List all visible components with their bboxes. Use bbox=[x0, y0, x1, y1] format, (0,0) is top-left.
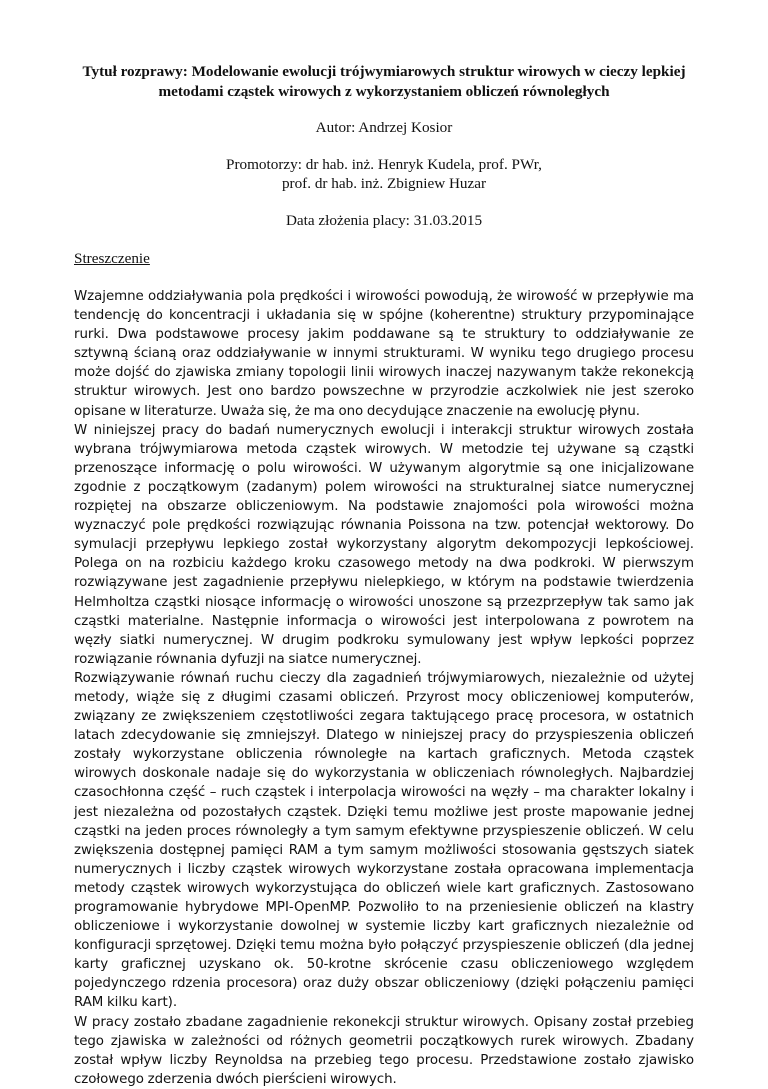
abstract-paragraph: W niniejszej pracy do badań numerycznych ewolucji i interakcji struktur wirowych została wybrana trójwymiarowa metoda cząstek wirowych. W metodzie tej używane są cząstki przenoszące informację o polu wirowości. W używanym algorytmie są one inicjalizowane zgodnie z początkowym (zadanym) polem wirowości na strukturalnej siatce numerycznej rozpiętej na obszarze obliczeniowym. Na podstawie znajomości pola wirowości można wyznaczyć pole prędkości rozwiązując równania Poissona na tzw. potencjał wektorowy. Do symulacji przepływu lepkiego został wykorzystany algorytm dekompozycji lepkościowej. Polega on na rozbiciu każdego kroku czasowego metody na dwa podkroki. W pierwszym rozwiązywane jest zagadnienie przepływu nielepkiego, w którym na podstawie twierdzenia Helmholtza cząstki niosące informację o wirowości unoszone są przezprzepływ tak samo jak cząstki materialne. Następnie informacja o wirowości jest interpolowana z powrotem na węzły siatki numerycznej. W drugim podkroku symulowany jest wpływ lepkości poprzez rozwiązanie równania dyfuzji na siatce numerycznej. bbox=[74, 422, 694, 667]
abstract-paragraph: Wzajemne oddziaływania pola prędkości i wirowości powodują, że wirowość w przepływie ma tendencję do koncentracji i układania się w spójne (koherentne) struktury przypominające rurki. Dwa podstawowe procesy jakim poddawane są te struktury to oddziaływanie ze sztywną ścianą oraz oddziaływanie w innymi strukturami. W wyniku tego drugiego procesu może dojść do zjawiska zmiany topologii linii wirowych inaczej nazywanym także rekonekcją struktur wirowych. Jest ono bardzo powszechne w przyrodzie aczkolwiek nie jest szeroko opisane w literaturze. Uważa się, że ma ono decydujące znaczenie na ewolucję płynu. bbox=[74, 289, 694, 419]
abstract-body bbox=[74, 287, 694, 1089]
abstract-paragraph: W pracy zostało zbadane zagadnienie rekonekcji struktur wirowych. Opisany został przebieg tego zjawiska w zależności od różnych geometrii początkowych rurek wirowych. Zbadany został wpływ liczby Reynoldsa na przebieg tego procesu. Przedstawione zostało zjawisko czołowego zderzenia dwóch pierścieni wirowych. bbox=[74, 1014, 694, 1087]
promoters-line-1: Promotorzy: dr hab. inż. Henryk Kudela, prof. PWr, bbox=[226, 156, 542, 173]
promoters-line-2: prof. dr hab. inż. Zbigniew Huzar bbox=[281, 175, 487, 192]
thesis-title: Tytuł rozprawy: Modelowanie ewolucji trójwymiarowych struktur wirowych w cieczy lepkiej metodami cząstek wirowych z wykorzystaniem obliczeń równoległych bbox=[82, 63, 686, 100]
abstract-heading: Streszczenie bbox=[74, 250, 150, 267]
author-line: Autor: Andrzej Kosior bbox=[315, 119, 453, 136]
submission-date: Data złożenia placy: 31.03.2015 bbox=[285, 212, 483, 229]
abstract-paragraph: Rozwiązywanie równań ruchu cieczy dla zagadnień trójwymiarowych, niezależnie od użytej metody, wiąże się z długimi czasami obliczeń. Przyrost mocy obliczeniowej komputerów, związany ze zwiększeniem częstotliwości zegara taktującego pracę procesora, w ostatnich latach zdecydowanie się zmniejszył. Dlatego w niniejszej pracy do przyspieszenia obliczeń zostały wykorzystane obliczenia równoległe na kartach graficznych. Metoda cząstek wirowych doskonale nadaje się do wykorzystania w obliczeniach równoległych. Najbardziej czasochłonna część – ruch cząstek i interpolacja wirowości na węzły – ma charakter lokalny i jest niezależna od pozostałych cząstek. Dzięki temu możliwe jest proste mapowanie jednej cząstki na jeden proces równoległy a tym samym efektywne przyspieszenie obliczeń. W celu zwiększenia dostępnej pamięci RAM a tym samym możliwości stosowania gęstszych siatek numerycznych i liczby cząstek wirowych wykorzystane została opracowana implementacja metody cząstek wirowych wykorzystująca do obliczeń wiele kart graficznych. Zastosowano programowanie hybrydowe MPI-OpenMP. Pozwoliło to na przeniesienie obliczeń na klastry obliczeniowe i wykorzystanie dowolnej w systemie liczby kart graficznych niezależnie od konfiguracji sprzętowej. Dzięki temu można było połączyć przyspieszenie obliczeń (dla jednej karty graficznej uzyskano ok. 50-krotne skrócenie czasu obliczeniowego względem pojedynczego rdzenia procesora) oraz duży obszar obliczeniowy (dzięki połączeniu pamięci RAM kilku kart). bbox=[74, 670, 694, 1011]
document-page bbox=[74, 62, 694, 1089]
promoters-block bbox=[74, 155, 694, 193]
